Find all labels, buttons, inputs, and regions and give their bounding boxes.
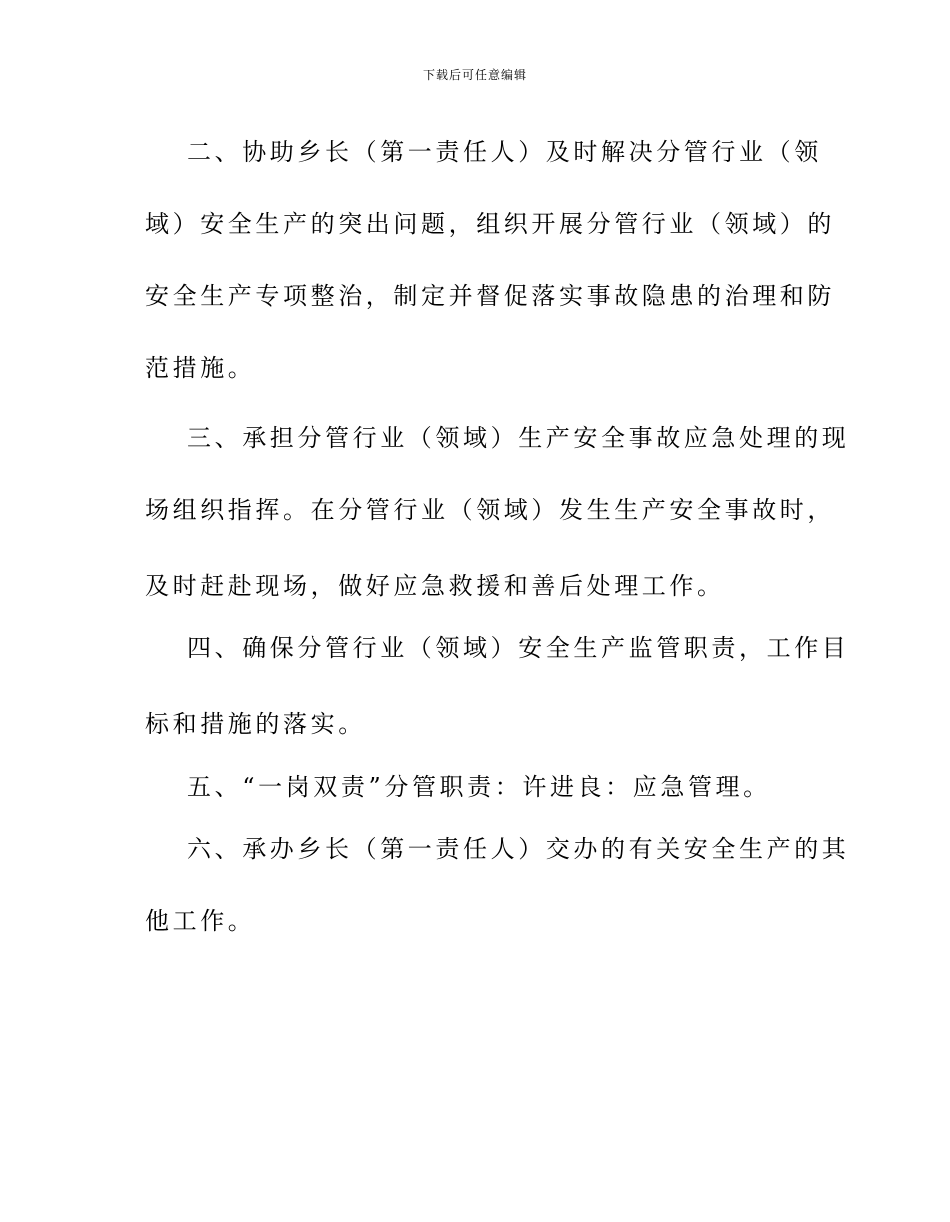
paragraph-6-line-2: 他工作。 — [145, 907, 256, 935]
paragraph-4-line-1: 四、确保分管行业（领域）安全生产监管职责，工作目 — [187, 634, 850, 662]
paragraph-2-line-2: 域）安全生产的突出问题，组织开展分管行业（领域）的 — [145, 210, 835, 238]
paragraph-4-line-2: 标和措施的落实。 — [145, 710, 366, 738]
paragraph-2-line-4: 范措施。 — [145, 354, 256, 382]
page-header-note: 下载后可任意编辑 — [422, 68, 527, 82]
paragraph-2-line-1: 二、协助乡长（第一责任人）及时解决分管行业（领 — [187, 138, 822, 166]
paragraph-6-line-1: 六、承办乡长（第一责任人）交办的有关安全生产的其 — [187, 835, 850, 863]
paragraph-2-line-3: 安全生产专项整治，制定并督促落实事故隐患的治理和防 — [145, 282, 835, 310]
paragraph-3-line-1: 三、承担分管行业（领域）生产安全事故应急处理的现 — [187, 424, 850, 452]
paragraph-3-line-3: 及时赶赴现场，做好应急救援和善后处理工作。 — [145, 572, 725, 600]
paragraph-5-line-1: 五、“一岗双责”分管职责：许进良：应急管理。 — [187, 773, 771, 801]
paragraph-3-line-2: 场组织指挥。在分管行业（领域）发生生产安全事故时， — [145, 496, 835, 524]
